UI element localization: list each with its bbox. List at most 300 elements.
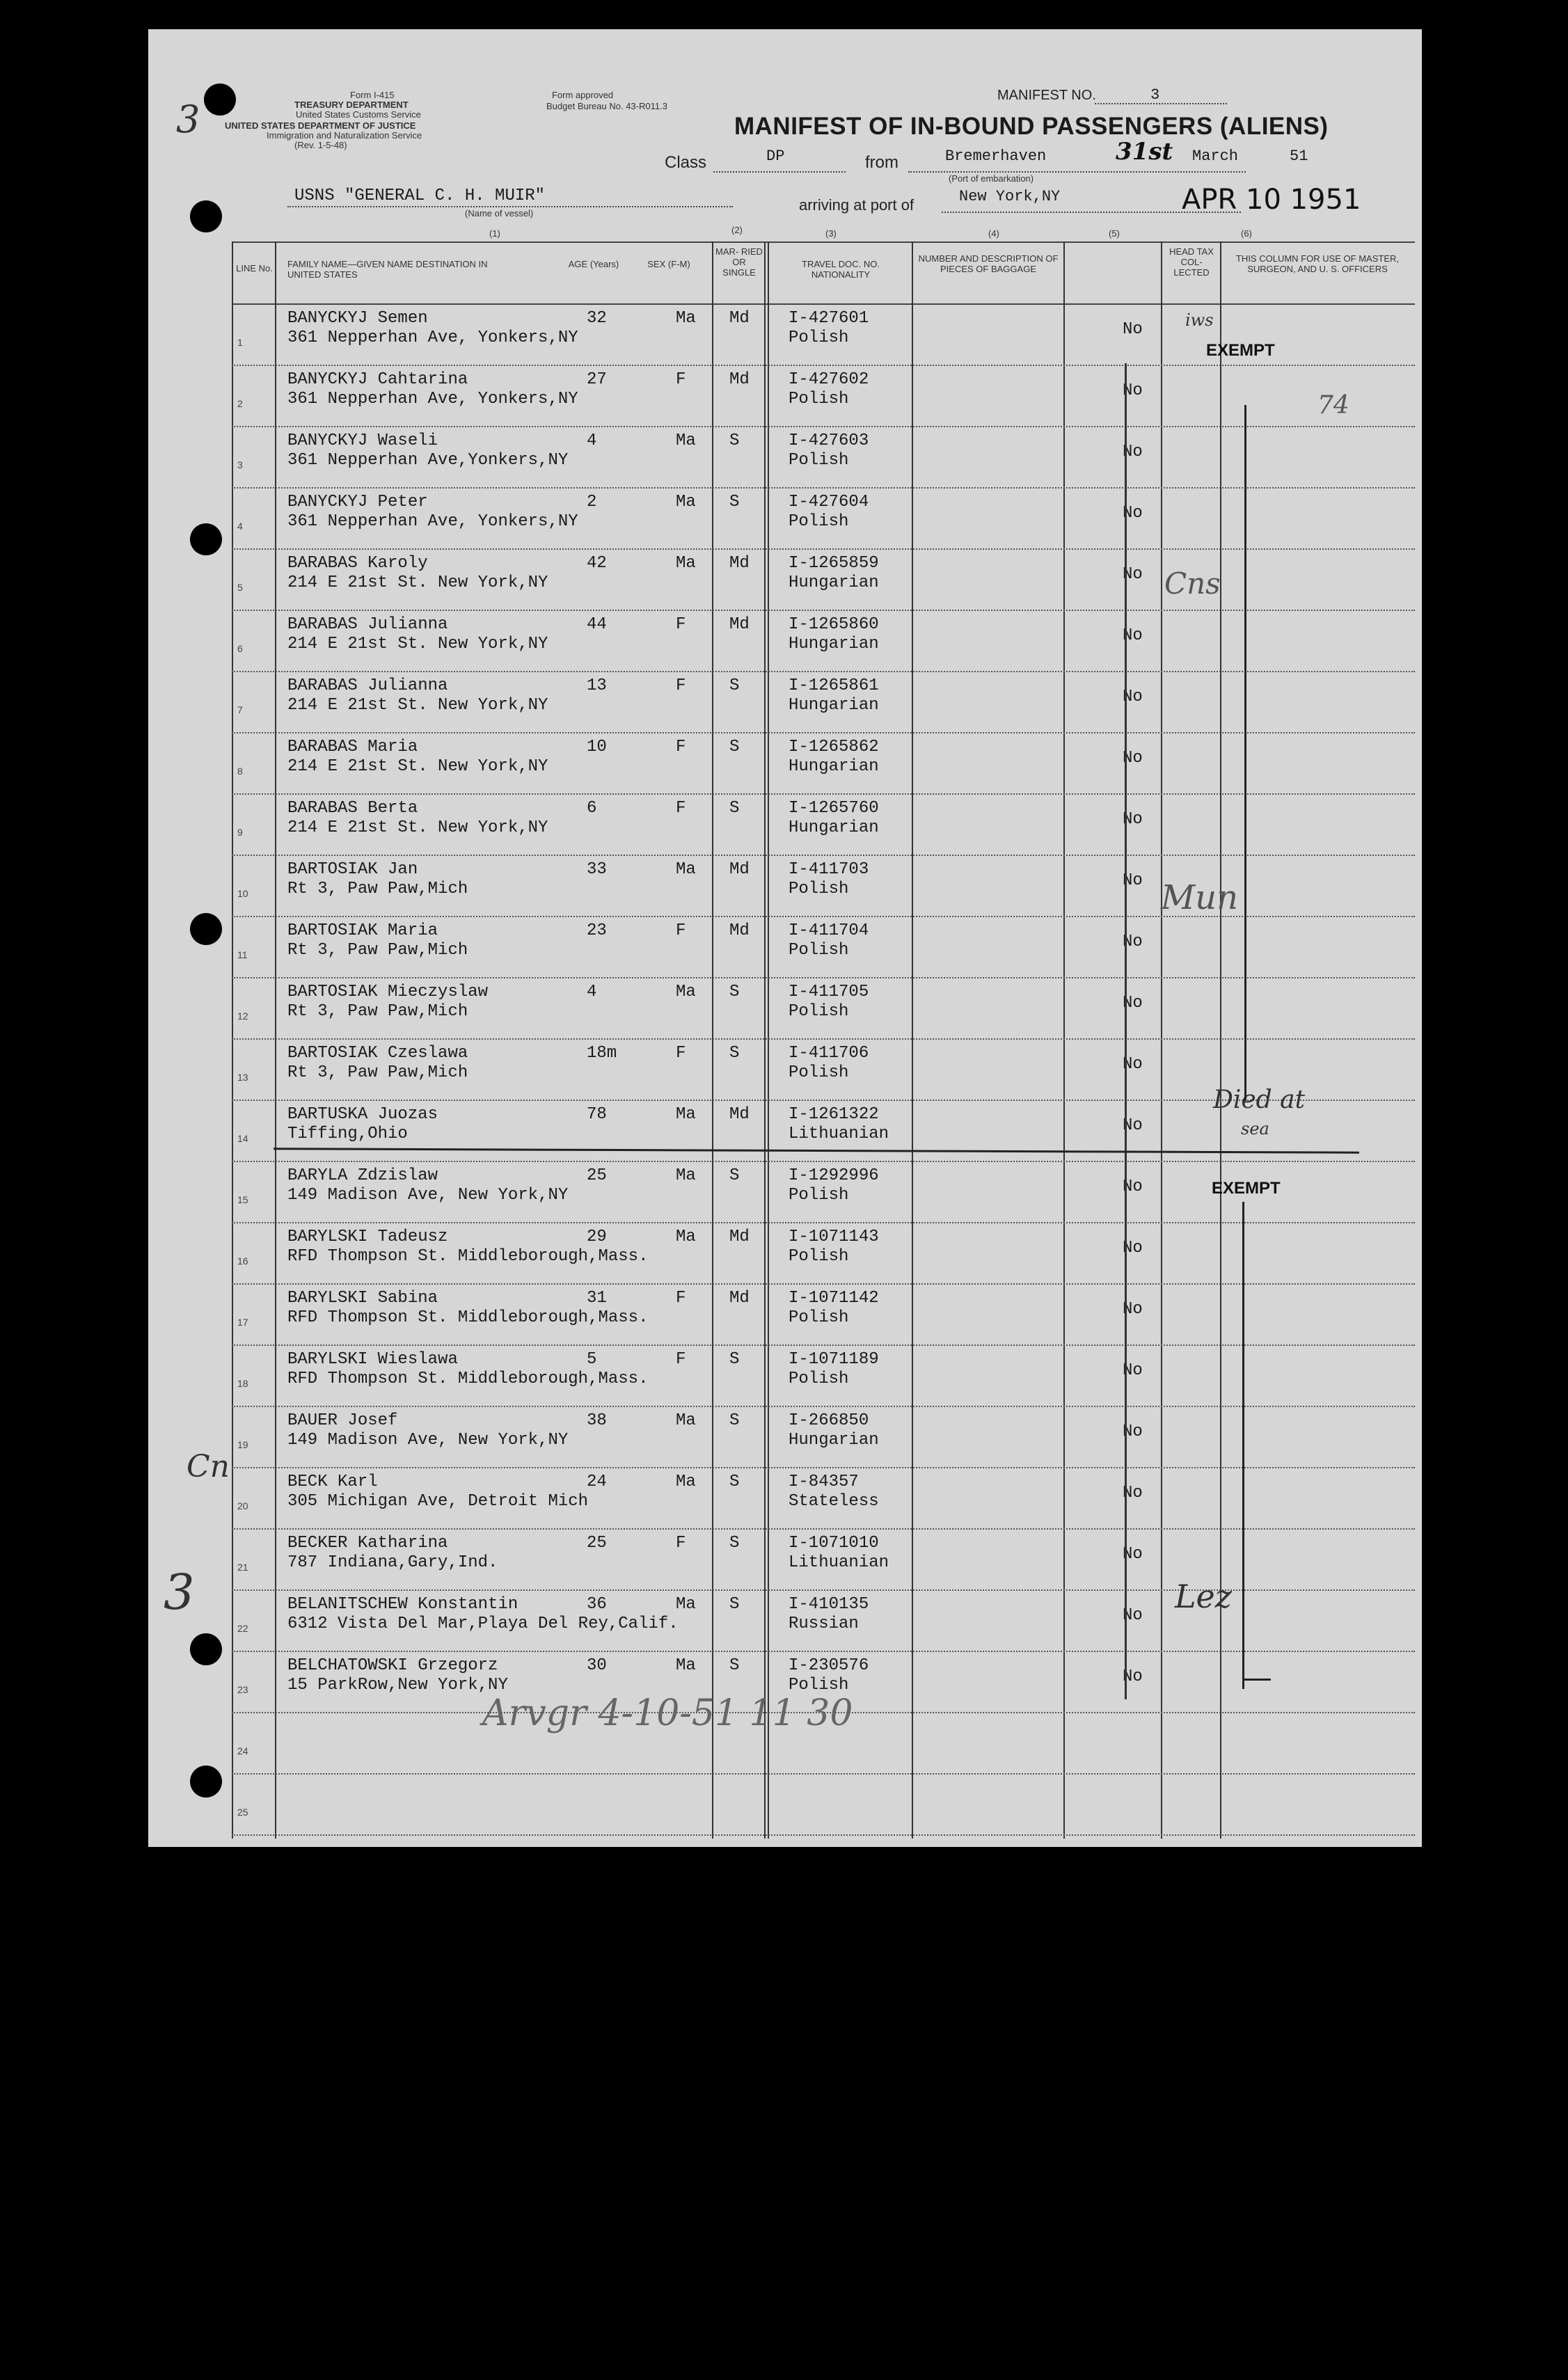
- nationality: Polish: [789, 1308, 849, 1327]
- row-divider: [232, 1528, 1415, 1530]
- punch-hole: [204, 84, 236, 116]
- margin-signature: Lez: [1175, 1578, 1233, 1615]
- margin-signature: Cns: [1164, 566, 1221, 601]
- sex-value: F: [676, 921, 686, 940]
- marital-status: S: [729, 1656, 740, 1675]
- from-label: from: [865, 153, 898, 172]
- nationality: Polish: [789, 1186, 849, 1205]
- row-divider: [232, 1773, 1415, 1775]
- sex-value: Ma: [676, 554, 696, 573]
- line-number: 18: [237, 1378, 248, 1389]
- manifest-page: [148, 29, 1422, 1847]
- marital-status: Md: [729, 1228, 750, 1246]
- manifest-no-label: MANIFEST NO.: [997, 88, 1096, 103]
- marital-status: Md: [729, 921, 750, 940]
- line-number: 3: [237, 459, 243, 470]
- line-number: 13: [237, 1072, 248, 1083]
- head-tax: No: [1123, 1667, 1143, 1686]
- marital-status: Md: [729, 554, 750, 573]
- arrival-date-stamp: APR 10 1951: [1182, 184, 1361, 216]
- travel-doc-no: I-427601: [789, 309, 869, 328]
- age-value: 10: [587, 738, 607, 756]
- sex-value: Ma: [676, 1656, 696, 1675]
- budget-approval: Form approved: [552, 90, 614, 100]
- marital-status: S: [729, 738, 740, 756]
- destination: 214 E 21st St. New York,NY: [287, 635, 548, 653]
- sex-value: Ma: [676, 1411, 696, 1430]
- destination: 305 Michigan Ave, Detroit Mich: [287, 1492, 589, 1511]
- line-number: 14: [237, 1133, 248, 1144]
- passenger-name: BELANITSCHEW Konstantin: [287, 1595, 518, 1614]
- destination: 361 Nepperhan Ave, Yonkers,NY: [287, 328, 578, 347]
- nationality: Polish: [789, 1370, 849, 1388]
- sex-value: Ma: [676, 860, 696, 879]
- col-divider: [712, 241, 713, 1839]
- date-value: March: [1192, 148, 1239, 165]
- passenger-name: BANYCKYJ Cahtarina: [287, 370, 468, 389]
- destination: Rt 3, Paw Paw,Mich: [287, 880, 468, 898]
- head-tax: No: [1123, 1116, 1143, 1135]
- marital-status: S: [729, 1411, 740, 1430]
- officer-bracket-line: [1244, 405, 1246, 1101]
- travel-doc-no: I-411705: [789, 983, 869, 1001]
- row-divider: [232, 671, 1415, 672]
- travel-doc-no: I-1071010: [789, 1534, 879, 1553]
- head-tax: No: [1123, 1545, 1143, 1564]
- sex-value: Ma: [676, 1595, 696, 1614]
- passenger-name: BARYLSKI Wieslawa: [287, 1350, 458, 1369]
- marital-status: Md: [729, 1289, 750, 1308]
- class-value: DP: [766, 148, 785, 165]
- age-value: 44: [587, 615, 607, 634]
- age-value: 27: [587, 370, 607, 389]
- travel-doc-no: I-1265859: [789, 554, 879, 573]
- marital-status: Md: [729, 1105, 750, 1124]
- destination: 787 Indiana,Gary,Ind.: [287, 1553, 498, 1572]
- col-num-5: (5): [1109, 228, 1120, 239]
- sex-value: F: [676, 1534, 686, 1553]
- row-divider: [232, 1834, 1415, 1836]
- destination: RFD Thompson St. Middleborough,Mass.: [287, 1308, 649, 1327]
- line-number: 20: [237, 1500, 248, 1512]
- passenger-name: BANYCKYJ Semen: [287, 309, 428, 328]
- row-divider: [232, 793, 1415, 795]
- sex-value: Ma: [676, 1473, 696, 1491]
- col-divider: [764, 241, 766, 1839]
- travel-doc-no: I-411706: [789, 1044, 869, 1063]
- passenger-name: BARYLSKI Sabina: [287, 1289, 438, 1308]
- travel-doc-no: I-411704: [789, 921, 869, 940]
- head-tax: No: [1123, 626, 1143, 645]
- destination: 361 Nepperhan Ave, Yonkers,NY: [287, 390, 578, 408]
- exempt-stamp: EXEMPT: [1206, 341, 1275, 360]
- year-value: 51: [1290, 148, 1308, 165]
- sex-value: F: [676, 738, 686, 756]
- nationality: Hungarian: [789, 635, 879, 653]
- age-value: 29: [587, 1228, 607, 1246]
- line-number: 4: [237, 521, 243, 532]
- line-number: 22: [237, 1623, 248, 1634]
- destination: 361 Nepperhan Ave, Yonkers,NY: [287, 512, 578, 531]
- travel-doc-no: I-427603: [789, 431, 869, 450]
- header-sex: SEX (F-M): [647, 259, 690, 269]
- head-tax-check-line: [1125, 363, 1127, 1699]
- sex-value: F: [676, 1044, 686, 1063]
- travel-doc-no: I-1071143: [789, 1228, 879, 1246]
- line-number: 15: [237, 1194, 248, 1205]
- nationality: Polish: [789, 1002, 849, 1021]
- row-divider: [232, 1467, 1415, 1468]
- customs-service: United States Customs Service: [296, 109, 421, 120]
- nationality: Hungarian: [789, 757, 879, 776]
- line-number: 8: [237, 765, 243, 777]
- nationality: Polish: [789, 1063, 849, 1082]
- nationality: Polish: [789, 1676, 849, 1695]
- age-value: 38: [587, 1411, 607, 1430]
- row-divider: [232, 1344, 1415, 1346]
- died-at-sea-note: Died at: [1213, 1086, 1306, 1114]
- header-baggage: NUMBER AND DESCRIPTION OF PIECES OF BAGGAGE: [918, 253, 1059, 274]
- age-value: 5: [587, 1350, 597, 1369]
- col-divider: [1063, 241, 1065, 1839]
- nationality: Polish: [789, 328, 849, 347]
- head-tax: No: [1123, 1484, 1143, 1502]
- margin-note-74: 74: [1317, 391, 1349, 420]
- destination: 6312 Vista Del Mar,Playa Del Rey,Calif.: [287, 1615, 679, 1633]
- sex-value: Ma: [676, 309, 696, 328]
- punch-hole: [190, 200, 222, 232]
- travel-doc-no: I-1071142: [789, 1289, 879, 1308]
- travel-doc-no: I-1265862: [789, 738, 879, 756]
- sex-value: Ma: [676, 983, 696, 1001]
- class-label: Class: [665, 153, 707, 172]
- nationality: Russian: [789, 1615, 859, 1633]
- age-value: 25: [587, 1166, 607, 1185]
- sex-value: Ma: [676, 1105, 696, 1124]
- row-divider: [232, 1589, 1415, 1591]
- travel-doc-no: I-230576: [789, 1656, 869, 1675]
- form-number: Form I-415: [350, 90, 395, 100]
- row-divider: [232, 1406, 1415, 1407]
- passenger-name: BANYCKYJ Waseli: [287, 431, 438, 450]
- destination: Rt 3, Paw Paw,Mich: [287, 941, 468, 960]
- col-divider: [275, 241, 276, 1839]
- passenger-name: BARTOSIAK Mieczyslaw: [287, 983, 489, 1001]
- nationality: Hungarian: [789, 573, 879, 592]
- sex-value: Ma: [676, 431, 696, 450]
- col-divider: [232, 241, 233, 1839]
- port-embark-note: (Port of embarkation): [949, 173, 1034, 184]
- age-value: 31: [587, 1289, 607, 1308]
- sex-value: Ma: [676, 1166, 696, 1185]
- travel-doc-no: I-410135: [789, 1595, 869, 1614]
- travel-doc-no: I-427604: [789, 493, 869, 511]
- passenger-name: BARABAS Maria: [287, 738, 418, 756]
- passenger-name: BARTOSIAK Maria: [287, 921, 438, 940]
- manifest-no-line: [1095, 103, 1227, 104]
- from-value: Bremerhaven: [945, 148, 1047, 165]
- sex-value: F: [676, 615, 686, 634]
- age-value: 4: [587, 983, 597, 1001]
- table-top-rule: [232, 241, 1415, 243]
- marital-status: Md: [729, 309, 750, 328]
- header-line-no: LINE No.: [236, 263, 273, 273]
- arriving-value: New York,NY: [959, 188, 1061, 205]
- passenger-name: BARABAS Karoly: [287, 554, 428, 573]
- age-value: 25: [587, 1534, 607, 1553]
- line-number: 16: [237, 1255, 248, 1267]
- passenger-name: BELCHATOWSKI Grzegorz: [287, 1656, 498, 1675]
- sex-value: F: [676, 799, 686, 818]
- head-tax: No: [1123, 320, 1143, 339]
- destination: RFD Thompson St. Middleborough,Mass.: [287, 1247, 649, 1266]
- row-divider: [232, 977, 1415, 978]
- sex-value: F: [676, 370, 686, 389]
- punch-hole: [190, 523, 222, 555]
- age-value: 78: [587, 1105, 607, 1124]
- age-value: 23: [587, 921, 607, 940]
- age-value: 6: [587, 799, 597, 818]
- nationality: Lithuanian: [789, 1125, 889, 1143]
- header-officers: THIS COLUMN FOR USE OF MASTER, SURGEON, AND U. S. OFFICERS: [1235, 253, 1399, 274]
- marital-status: Md: [729, 615, 750, 634]
- line-number: 23: [237, 1684, 248, 1695]
- treasury-dept: TREASURY DEPARTMENT: [294, 100, 409, 110]
- sex-value: F: [676, 1350, 686, 1369]
- row-divider: [232, 855, 1415, 856]
- sex-value: Ma: [676, 493, 696, 511]
- date-handwritten: 31st: [1116, 138, 1173, 166]
- margin-mark-3: 3: [164, 1564, 195, 1621]
- line-number: 5: [237, 582, 243, 593]
- class-line: [713, 171, 846, 173]
- line-number: 7: [237, 704, 243, 715]
- exempt-stamp: EXEMPT: [1212, 1179, 1281, 1198]
- header-travel-doc: TRAVEL DOC. NO. NATIONALITY: [802, 259, 880, 280]
- marital-status: S: [729, 676, 740, 695]
- passenger-name: BARTUSKA Juozas: [287, 1105, 438, 1124]
- destination: 149 Madison Ave, New York,NY: [287, 1431, 569, 1450]
- head-tax: No: [1123, 381, 1143, 400]
- head-tax: No: [1123, 565, 1143, 584]
- passenger-name: BECKER Katharina: [287, 1534, 448, 1553]
- destination: 149 Madison Ave, New York,NY: [287, 1186, 569, 1205]
- marital-status: S: [729, 983, 740, 1001]
- officer-bracket-line: [1243, 1679, 1271, 1681]
- row-divider: [232, 426, 1415, 427]
- marital-status: S: [729, 1044, 740, 1063]
- line-number: 12: [237, 1010, 248, 1022]
- travel-doc-no: I-266850: [789, 1411, 869, 1430]
- nationality: Stateless: [789, 1492, 879, 1511]
- travel-doc-no: I-427602: [789, 370, 869, 389]
- marital-status: S: [729, 1473, 740, 1491]
- col-divider: [768, 241, 769, 1839]
- page-number-mark: 3: [176, 97, 200, 141]
- marital-status: S: [729, 431, 740, 450]
- arriving-label: arriving at port of: [799, 196, 914, 214]
- header-head-tax: HEAD TAX COL- LECTED: [1169, 246, 1214, 278]
- strikeout-line-14: [274, 1148, 1359, 1153]
- marital-status: S: [729, 1595, 740, 1614]
- passenger-name: BARABAS Julianna: [287, 676, 448, 695]
- travel-doc-no: I-84357: [789, 1473, 859, 1491]
- line-number: 11: [237, 949, 248, 960]
- nationality: Hungarian: [789, 818, 879, 837]
- nationality: Polish: [789, 512, 849, 531]
- budget-bureau: Budget Bureau No. 43-R011.3: [546, 101, 667, 111]
- head-tax: No: [1123, 1055, 1143, 1074]
- row-divider: [232, 610, 1415, 611]
- col-num-3: (3): [825, 228, 837, 239]
- row-divider: [232, 1222, 1415, 1223]
- row-divider: [232, 1038, 1415, 1040]
- age-value: 30: [587, 1656, 607, 1675]
- head-tax: No: [1123, 749, 1143, 768]
- passenger-name: BARTOSIAK Jan: [287, 860, 418, 879]
- passenger-name: BECK Karl: [287, 1473, 378, 1491]
- travel-doc-no: I-1265861: [789, 676, 879, 695]
- officer-bracket-line: [1242, 1202, 1244, 1689]
- destination: 214 E 21st St. New York,NY: [287, 818, 548, 837]
- line-number: 1: [237, 337, 243, 348]
- head-tax: No: [1123, 1177, 1143, 1196]
- line-number: 6: [237, 643, 243, 654]
- row-divider: [232, 732, 1415, 733]
- line-number: 19: [237, 1439, 248, 1450]
- line-number: 2: [237, 398, 243, 409]
- travel-doc-no: I-1261322: [789, 1105, 879, 1124]
- margin-signature: Mun: [1161, 878, 1238, 917]
- row-divider: [232, 1161, 1415, 1162]
- punch-hole: [190, 913, 222, 945]
- nationality: Lithuanian: [789, 1553, 889, 1572]
- vessel-name: USNS "GENERAL C. H. MUIR": [294, 187, 546, 205]
- sex-value: F: [676, 676, 686, 695]
- head-tax: No: [1123, 1606, 1143, 1625]
- age-value: 13: [587, 676, 607, 695]
- travel-doc-no: I-1292996: [789, 1166, 879, 1185]
- passenger-name: BARABAS Berta: [287, 799, 418, 818]
- died-at-sea-note-2: sea: [1241, 1119, 1269, 1139]
- punch-hole: [190, 1766, 222, 1798]
- destination: Rt 3, Paw Paw,Mich: [287, 1002, 468, 1021]
- line-number: 24: [237, 1745, 248, 1756]
- marital-status: S: [729, 1350, 740, 1369]
- col-divider: [1161, 241, 1162, 1839]
- passenger-name: BAUER Josef: [287, 1411, 398, 1430]
- passenger-name: BARYLA Zdzislaw: [287, 1166, 438, 1185]
- row-divider: [232, 487, 1415, 489]
- head-tax: No: [1123, 688, 1143, 706]
- age-value: 2: [587, 493, 597, 511]
- age-value: 32: [587, 309, 607, 328]
- marital-status: S: [729, 493, 740, 511]
- nationality: Polish: [789, 880, 849, 898]
- nationality: Polish: [789, 451, 849, 470]
- destination: RFD Thompson St. Middleborough,Mass.: [287, 1370, 649, 1388]
- col-num-2: (2): [731, 225, 743, 235]
- vessel-line: [287, 206, 733, 207]
- head-tax: No: [1123, 1239, 1143, 1258]
- head-tax: No: [1123, 1361, 1143, 1380]
- punch-hole: [190, 1633, 222, 1665]
- bottom-handwritten-note: Arvgr 4-10-51 11 30: [482, 1692, 853, 1734]
- age-value: 42: [587, 554, 607, 573]
- head-tax: No: [1123, 871, 1143, 890]
- age-value: 33: [587, 860, 607, 879]
- header-age: AGE (Years): [568, 259, 619, 269]
- line-number: 17: [237, 1317, 248, 1328]
- form-revision: (Rev. 1-5-48): [294, 140, 347, 150]
- age-value: 36: [587, 1595, 607, 1614]
- marital-status: S: [729, 799, 740, 818]
- travel-doc-no: I-1265760: [789, 799, 879, 818]
- justice-dept: UNITED STATES DEPARTMENT OF JUSTICE: [225, 120, 416, 131]
- travel-doc-no: I-1265860: [789, 615, 879, 634]
- travel-doc-no: I-1071189: [789, 1350, 879, 1369]
- destination: Tiffing,Ohio: [287, 1125, 408, 1143]
- row-divider: [232, 548, 1415, 550]
- row-divider: [232, 365, 1415, 366]
- destination: 15 ParkRow,New York,NY: [287, 1676, 508, 1695]
- destination: 214 E 21st St. New York,NY: [287, 573, 548, 592]
- from-line: [908, 171, 1246, 173]
- col-divider: [912, 241, 913, 1839]
- head-tax: No: [1123, 810, 1143, 829]
- age-value: 18m: [587, 1044, 617, 1063]
- line-number: 25: [237, 1807, 248, 1818]
- nationality: Hungarian: [789, 696, 879, 715]
- destination: 214 E 21st St. New York,NY: [287, 696, 548, 715]
- sex-value: F: [676, 1289, 686, 1308]
- marital-status: Md: [729, 860, 750, 879]
- header-married: MAR- RIED OR SINGLE: [715, 246, 763, 278]
- line-number: 21: [237, 1562, 248, 1573]
- nationality: Polish: [789, 390, 849, 408]
- age-value: 4: [587, 431, 597, 450]
- passenger-name: BARABAS Julianna: [287, 615, 448, 634]
- header-name: FAMILY NAME—GIVEN NAME DESTINATION IN UNITED STATES: [287, 259, 488, 280]
- table-header-rule: [232, 303, 1415, 305]
- ins-service: Immigration and Naturalization Service: [267, 130, 422, 141]
- row-divider: [232, 1651, 1415, 1652]
- col-num-4: (4): [988, 228, 999, 239]
- line-number: 9: [237, 827, 243, 838]
- passenger-name: BARYLSKI Tadeusz: [287, 1228, 448, 1246]
- head-tax: No: [1123, 443, 1143, 461]
- marital-status: S: [729, 1166, 740, 1185]
- head-tax: No: [1123, 933, 1143, 951]
- destination: 214 E 21st St. New York,NY: [287, 757, 548, 776]
- col-num-1: (1): [489, 228, 500, 239]
- marital-status: Md: [729, 370, 750, 389]
- sex-value: Ma: [676, 1228, 696, 1246]
- nationality: Polish: [789, 1247, 849, 1266]
- passenger-name: BARTOSIAK Czeslawa: [287, 1044, 468, 1063]
- nationality: Polish: [789, 941, 849, 960]
- marital-status: S: [729, 1534, 740, 1553]
- head-tax: No: [1123, 994, 1143, 1013]
- head-tax: No: [1123, 504, 1143, 523]
- nationality: Hungarian: [789, 1431, 879, 1450]
- vessel-note: (Name of vessel): [465, 208, 534, 219]
- destination: 361 Nepperhan Ave,Yonkers,NY: [287, 451, 569, 470]
- passenger-name: BANYCKYJ Peter: [287, 493, 428, 511]
- head-tax: No: [1123, 1422, 1143, 1441]
- row-divider: [232, 1283, 1415, 1285]
- travel-doc-no: I-411703: [789, 860, 869, 879]
